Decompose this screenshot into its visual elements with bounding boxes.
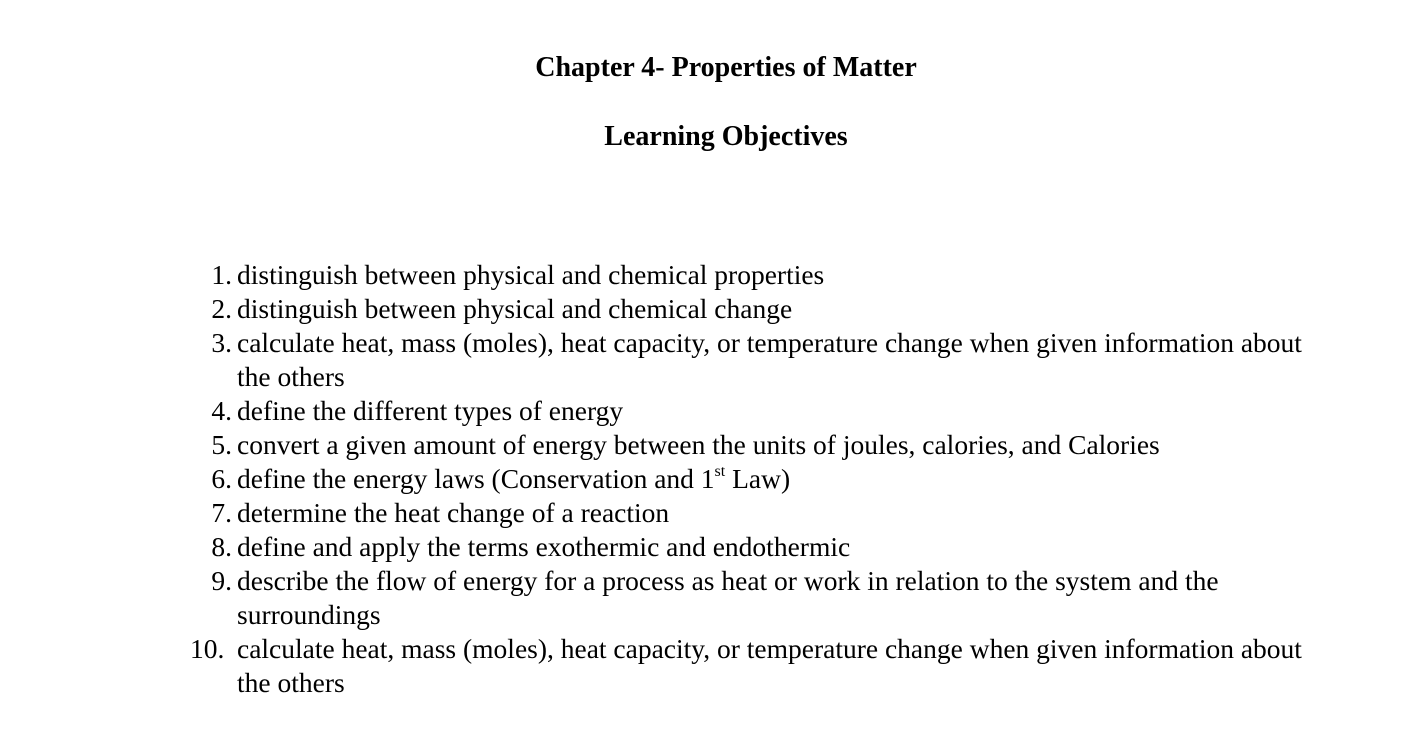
item-number: 3. bbox=[211, 327, 232, 358]
list-item bbox=[190, 394, 1320, 428]
list-item bbox=[190, 496, 1320, 530]
item-number: 4. bbox=[211, 395, 232, 426]
list-item bbox=[190, 462, 1320, 496]
list-item bbox=[190, 326, 1320, 394]
item-text-after: Law) bbox=[725, 463, 791, 494]
learning-objectives-list bbox=[190, 258, 1320, 700]
item-text: distinguish between physical and chemical properties bbox=[237, 259, 825, 290]
list-item bbox=[190, 292, 1320, 326]
item-number: 9. bbox=[211, 565, 232, 596]
item-text: convert a given amount of energy between the units of joules, calories, and Calories bbox=[237, 429, 1160, 460]
item-text: calculate heat, mass (moles), heat capacity, or temperature change when given information about the others bbox=[237, 633, 1302, 698]
item-text: define and apply the terms exothermic and endothermic bbox=[237, 531, 851, 562]
list-item bbox=[190, 632, 1320, 700]
item-text: define the different types of energy bbox=[237, 395, 624, 426]
list-item bbox=[190, 258, 1320, 292]
list-item bbox=[190, 564, 1320, 632]
item-text: determine the heat change of a reaction bbox=[237, 497, 670, 528]
item-text bbox=[237, 463, 790, 494]
chapter-title: Chapter 4- Properties of Matter bbox=[535, 52, 917, 83]
item-text: distinguish between physical and chemical change bbox=[237, 293, 793, 324]
item-number: 7. bbox=[211, 497, 232, 528]
item-number: 10. bbox=[190, 633, 225, 664]
item-number: 6. bbox=[211, 463, 232, 494]
item-number: 2. bbox=[211, 293, 232, 324]
item-number: 8. bbox=[211, 531, 232, 562]
item-number: 5. bbox=[211, 429, 232, 460]
list-item bbox=[190, 530, 1320, 564]
item-text: describe the flow of energy for a process as heat or work in relation to the system and the surroundings bbox=[237, 565, 1219, 630]
item-text-before: define the energy laws (Conservation and 1 bbox=[237, 463, 715, 494]
list-item bbox=[190, 428, 1320, 462]
item-text: calculate heat, mass (moles), heat capacity, or temperature change when given information about the others bbox=[237, 327, 1302, 392]
item-superscript: st bbox=[714, 463, 726, 480]
section-title: Learning Objectives bbox=[604, 121, 848, 152]
item-number: 1. bbox=[211, 259, 232, 290]
